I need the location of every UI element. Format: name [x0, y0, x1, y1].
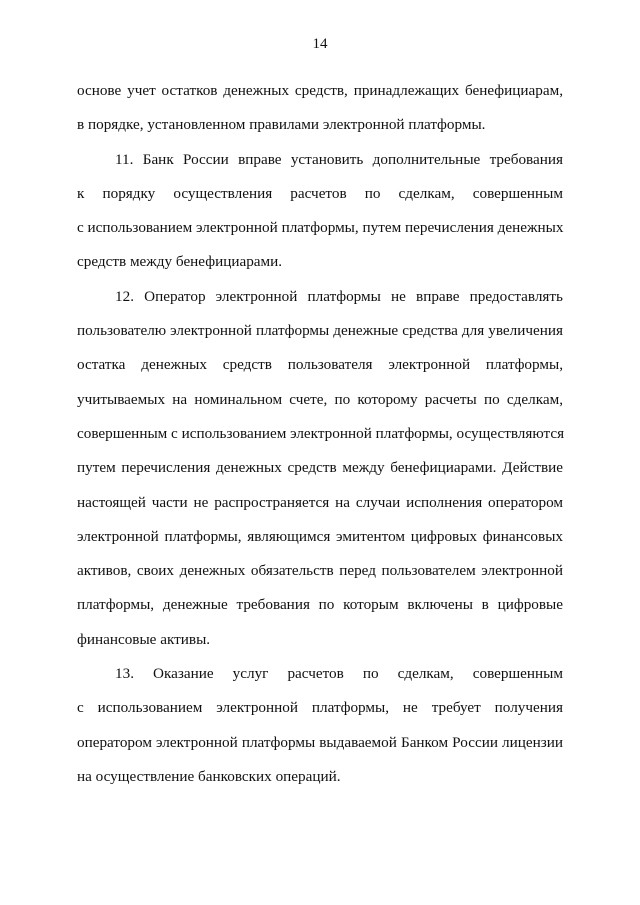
text-line: на осуществление банковских операций. — [77, 767, 341, 785]
text-line: в порядке, установленном правилами электронной платформы. — [77, 116, 486, 134]
text-line: средств между бенефициарами. — [77, 253, 283, 271]
text-line: остатка денежных средств пользователя электронной платформы, — [77, 356, 563, 374]
text-line: учитываемых на номинальном счете, по которому расчеты по сделкам, — [77, 390, 563, 408]
text-line: финансовые активы. — [77, 630, 211, 648]
text-line: с использованием электронной платформы, путем перечисления денежных — [77, 219, 564, 237]
document-body — [77, 74, 563, 794]
paragraph-13-first-line: 13. Оказание услуг расчетов по сделкам, совершенным — [115, 665, 563, 683]
text-line: путем перечисления денежных средств между бенефициарами. Действие — [77, 459, 563, 477]
text-line: к порядку осуществления расчетов по сделкам, совершенным — [77, 184, 563, 202]
text-line: активов, своих денежных обязательств перед пользователем электронной — [77, 562, 563, 580]
text-line: электронной платформы, являющимся эмитентом цифровых финансовых — [77, 527, 563, 545]
page-number: 14 — [312, 36, 328, 52]
text-line: пользователю электронной платформы денежные средства для увеличения — [77, 322, 563, 340]
paragraph-11-first-line: 11. Банк России вправе установить дополнительные требования — [115, 150, 563, 168]
text-line: совершенным с использованием электронной платформы, осуществляются — [77, 424, 565, 442]
text-line: оператором электронной платформы выдаваемой Банком России лицензии — [77, 733, 563, 751]
text-line: с использованием электронной платформы, не требует получения — [77, 699, 563, 717]
text-line: основе учет остатков денежных средств, принадлежащих бенефициарам, — [77, 82, 563, 99]
text-line: платформы, денежные требования по которым включены в цифровые — [77, 596, 563, 614]
paragraph-12-first-line: 12. Оператор электронной платформы не вправе предоставлять — [115, 287, 563, 305]
text-line: настоящей части не распространяется на случаи исполнения оператором — [77, 493, 563, 511]
